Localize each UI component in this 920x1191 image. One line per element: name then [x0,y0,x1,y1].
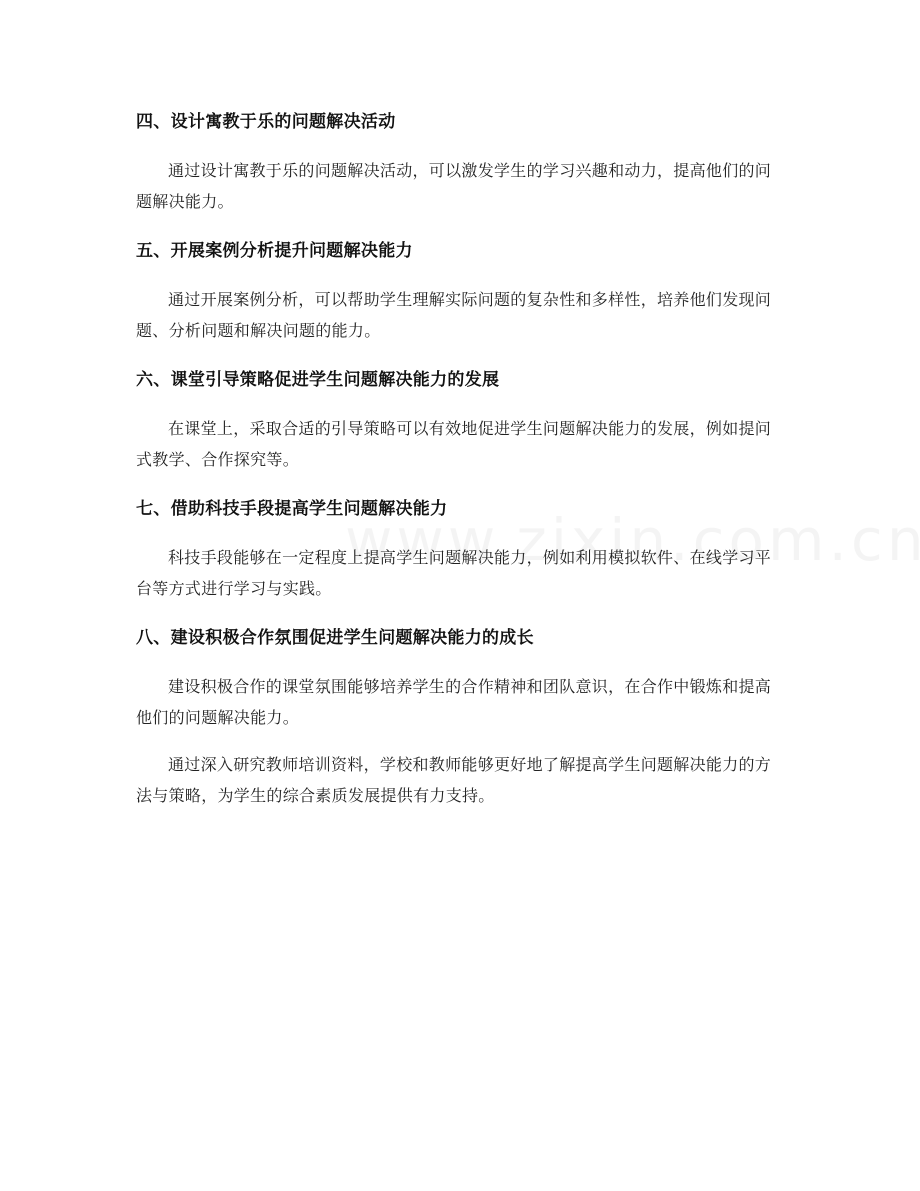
section-4 [136,104,786,217]
section-paragraph: 科技手段能够在一定程度上提高学生问题解决能力，例如利用模拟软件、在线学习平台等方式进行学习与实践。 [136,548,772,598]
section-heading: 六、课堂引导策略促进学生问题解决能力的发展 [136,370,500,390]
section-paragraph: 在课堂上，采取合适的引导策略可以有效地促进学生问题解决能力的发展，例如提问式教学、合作探究等。 [136,419,772,469]
section-8 [136,620,786,733]
section-heading: 八、建设积极合作氛围促进学生问题解决能力的成长 [136,628,534,648]
section-paragraph: 建设积极合作的课堂氛围能够培养学生的合作精神和团队意识，在合作中锻炼和提高他们的问题解决能力。 [136,677,772,727]
section-6 [136,362,786,475]
document-content [136,104,786,811]
section-7 [136,491,786,604]
section-5 [136,233,786,346]
section-heading: 五、开展案例分析提升问题解决能力 [136,241,413,261]
section-heading: 四、设计寓教于乐的问题解决活动 [136,112,396,132]
section-heading: 七、借助科技手段提高学生问题解决能力 [136,499,448,519]
section-paragraph: 通过设计寓教于乐的问题解决活动，可以激发学生的学习兴趣和动力，提高他们的问题解决能力。 [136,161,772,211]
closing-paragraph: 通过深入研究教师培训资料，学校和教师能够更好地了解提高学生问题解决能力的方法与策略，为学生的综合素质发展提供有力支持。 [136,755,772,805]
section-paragraph: 通过开展案例分析，可以帮助学生理解实际问题的复杂性和多样性，培养他们发现问题、分析问题和解决问题的能力。 [136,290,772,340]
